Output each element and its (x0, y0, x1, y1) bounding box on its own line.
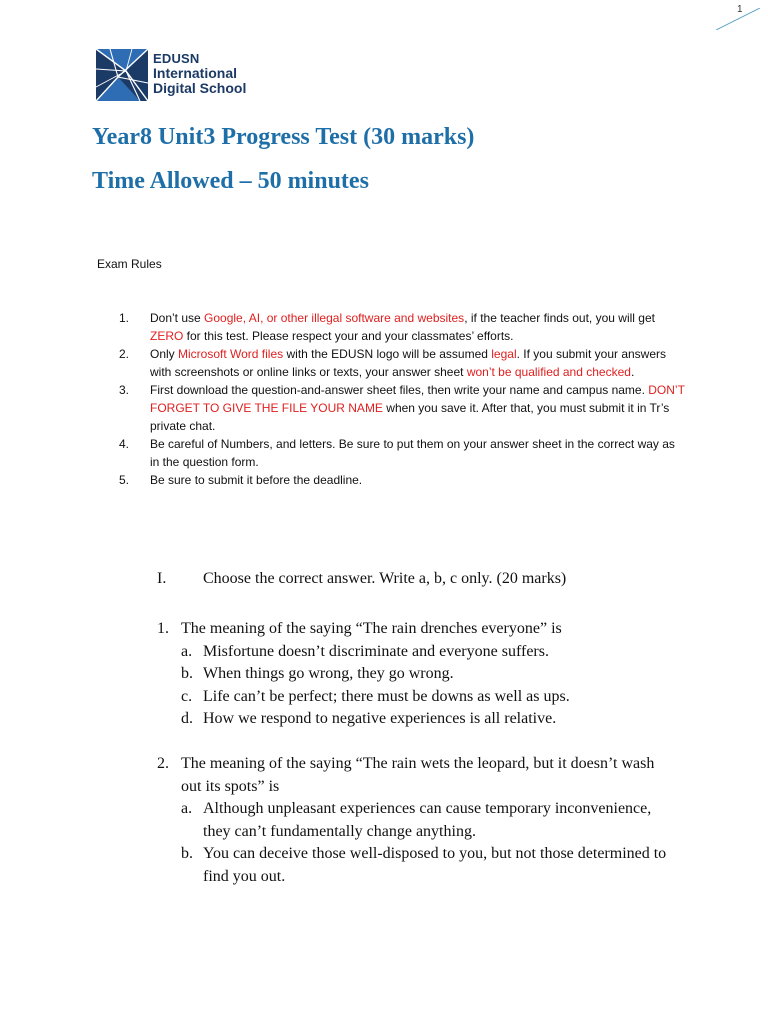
rule-text-highlight: Microsoft Word files (178, 347, 284, 361)
rule-number: 3. (119, 383, 130, 397)
rule-text: when you save it. After that, you must submit it in Tr’s private chat. (150, 401, 670, 433)
rule-text-highlight: legal (491, 347, 517, 361)
option-d (157, 708, 677, 731)
exam-rule-item (92, 381, 686, 435)
section-instructions: Choose the correct answer. Write a, b, c only. (20 marks) (203, 570, 567, 587)
rule-text: Don’t use (150, 311, 205, 325)
rule-number: 4. (119, 437, 130, 451)
option-text: Misfortune doesn’t discriminate and everyone suffers. (203, 642, 549, 660)
option-text: When things go wrong, they go wrong. (203, 665, 454, 682)
logo-emblem-icon (96, 49, 148, 101)
option-text: How we respond to negative experiences is all relative. (203, 710, 557, 727)
question-stem (157, 618, 677, 641)
option-b (157, 663, 677, 686)
question-2 (157, 753, 677, 888)
option-letter: a. (181, 800, 193, 817)
question-stem (157, 753, 677, 798)
rule-text: with the EDUSN logo will be assumed (283, 347, 492, 361)
option-c (157, 686, 677, 709)
exam-rules-list (92, 309, 686, 489)
question-number: 1. (157, 620, 169, 637)
logo-line-3: Digital School (153, 80, 247, 96)
exam-rule-item (92, 309, 686, 345)
exam-rule-item (92, 345, 686, 381)
school-logo (96, 49, 271, 105)
time-allowed: Time Allowed – 50 minutes (92, 168, 369, 194)
page-number: 1 (737, 4, 743, 15)
exam-rules-box (92, 250, 686, 526)
rule-text: Be careful of Numbers, and letters. Be sure to put them on your answer sheet in the correct way as in the question form. (150, 437, 675, 469)
rule-text-highlight: ZERO (150, 329, 184, 343)
question-number: 2. (157, 755, 169, 772)
section-number: I. (157, 570, 167, 587)
rule-text: Only (150, 347, 179, 361)
option-text: You can deceive those well-disposed to you, but not those determined to find you out. (203, 845, 667, 885)
rule-text: First download the question-and-answer sheet files, then write your name and campus name. (150, 383, 649, 397)
exam-rules-heading: Exam Rules (97, 257, 162, 271)
rule-text-highlight: DON’T FORGET TO GIVE THE FILE YOUR NAME (150, 383, 685, 415)
rule-text-highlight: won’t be qualified and checked (466, 365, 631, 379)
exam-rule-item (92, 435, 686, 471)
rule-text: . If you submit your answers with screenshots or online links or texts, your answer sheet (150, 347, 666, 379)
option-text: Although unpleasant experiences can cause temporary inconvenience, they can’t fundamentally change anything. (203, 800, 652, 840)
option-letter: b. (181, 665, 193, 682)
question-text: The meaning of the saying “The rain wets the leopard, but it doesn’t wash out its spots” is (181, 755, 655, 795)
corner-fold-line (716, 8, 760, 30)
rule-text: . (630, 365, 635, 379)
rule-number: 1. (119, 311, 130, 325)
rule-number: 5. (119, 473, 130, 487)
exam-rule-item (92, 471, 686, 489)
option-a (157, 798, 677, 843)
rule-number: 2. (119, 347, 130, 361)
section-heading (157, 570, 566, 588)
option-letter: c. (181, 687, 193, 705)
rule-text: for this test. Please respect your and your classmates’ efforts. (183, 329, 514, 343)
logo-line-1: EDUSN (153, 51, 200, 66)
logo-line-2: International (153, 65, 238, 81)
rule-text-highlight: Google, AI, or other illegal software and websites (204, 311, 465, 325)
question-1 (157, 618, 677, 731)
rule-text: , if the teacher finds out, you will get (464, 311, 655, 325)
test-title: Year8 Unit3 Progress Test (30 marks) (92, 124, 475, 150)
option-text: Life can’t be perfect; there must be downs as well as ups. (203, 687, 570, 705)
option-b (157, 843, 677, 888)
rule-text: Be sure to submit it before the deadline. (150, 473, 363, 487)
question-text: The meaning of the saying “The rain drenches everyone” is (181, 620, 562, 637)
option-letter: a. (181, 642, 193, 660)
option-letter: b. (181, 845, 193, 862)
option-letter: d. (181, 710, 193, 727)
option-a (157, 641, 677, 664)
